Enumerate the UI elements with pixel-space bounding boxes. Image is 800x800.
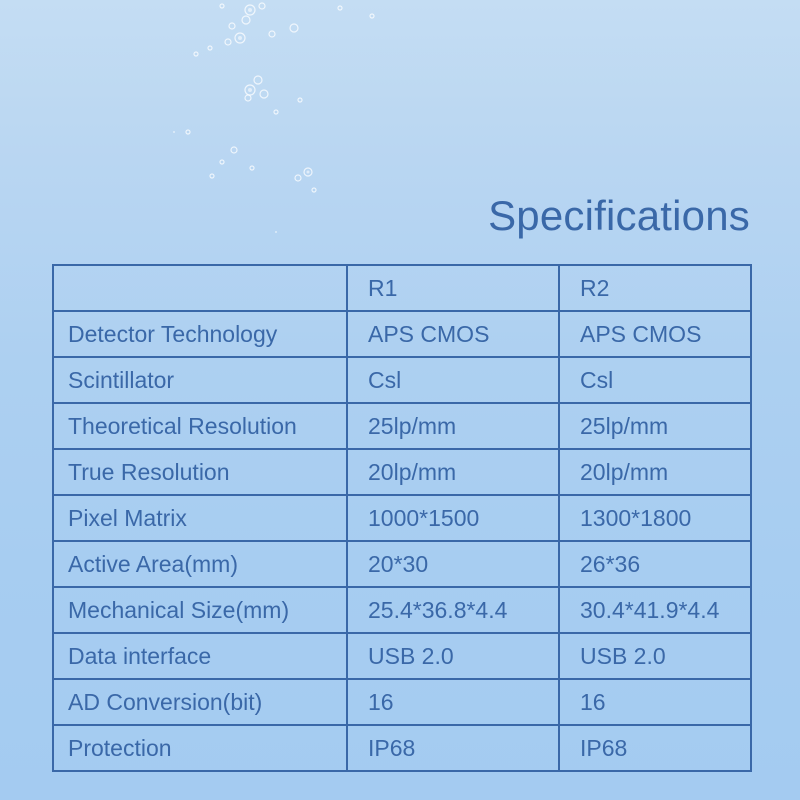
r2-value: 30.4*41.9*4.4 bbox=[559, 587, 751, 633]
row-label: Theoretical Resolution bbox=[53, 403, 347, 449]
specifications-table bbox=[52, 264, 752, 772]
row-label: Data interface bbox=[53, 633, 347, 679]
row-label: Mechanical Size(mm) bbox=[53, 587, 347, 633]
r2-value: IP68 bbox=[559, 725, 751, 771]
r1-value: 25.4*36.8*4.4 bbox=[347, 587, 559, 633]
table-header-row bbox=[53, 265, 751, 311]
r1-value: APS CMOS bbox=[347, 311, 559, 357]
r1-value: IP68 bbox=[347, 725, 559, 771]
r2-value: 26*36 bbox=[559, 541, 751, 587]
r2-value: 20lp/mm bbox=[559, 449, 751, 495]
row-label: Protection bbox=[53, 725, 347, 771]
r1-value: 1000*1500 bbox=[347, 495, 559, 541]
table-row bbox=[53, 495, 751, 541]
table-row bbox=[53, 357, 751, 403]
table-row bbox=[53, 587, 751, 633]
header-cell-r2: R2 bbox=[559, 265, 751, 311]
page-title: Specifications bbox=[488, 192, 750, 239]
row-label: True Resolution bbox=[53, 449, 347, 495]
table-row bbox=[53, 449, 751, 495]
header-cell-r1: R1 bbox=[347, 265, 559, 311]
table-row bbox=[53, 311, 751, 357]
r1-value: 20*30 bbox=[347, 541, 559, 587]
r2-value: USB 2.0 bbox=[559, 633, 751, 679]
table-row bbox=[53, 633, 751, 679]
header-cell-empty bbox=[53, 265, 347, 311]
row-label: AD Conversion(bit) bbox=[53, 679, 347, 725]
r2-value: 16 bbox=[559, 679, 751, 725]
r1-value: 20lp/mm bbox=[347, 449, 559, 495]
table-row bbox=[53, 541, 751, 587]
r2-value: Csl bbox=[559, 357, 751, 403]
r1-value: 25lp/mm bbox=[347, 403, 559, 449]
row-label: Scintillator bbox=[53, 357, 347, 403]
r1-value: USB 2.0 bbox=[347, 633, 559, 679]
r2-value: 1300*1800 bbox=[559, 495, 751, 541]
table-row bbox=[53, 725, 751, 771]
r1-value: 16 bbox=[347, 679, 559, 725]
row-label: Pixel Matrix bbox=[53, 495, 347, 541]
table-row bbox=[53, 679, 751, 725]
r2-value: 25lp/mm bbox=[559, 403, 751, 449]
r1-value: Csl bbox=[347, 357, 559, 403]
row-label: Detector Technology bbox=[53, 311, 347, 357]
table-row bbox=[53, 403, 751, 449]
row-label: Active Area(mm) bbox=[53, 541, 347, 587]
r2-value: APS CMOS bbox=[559, 311, 751, 357]
